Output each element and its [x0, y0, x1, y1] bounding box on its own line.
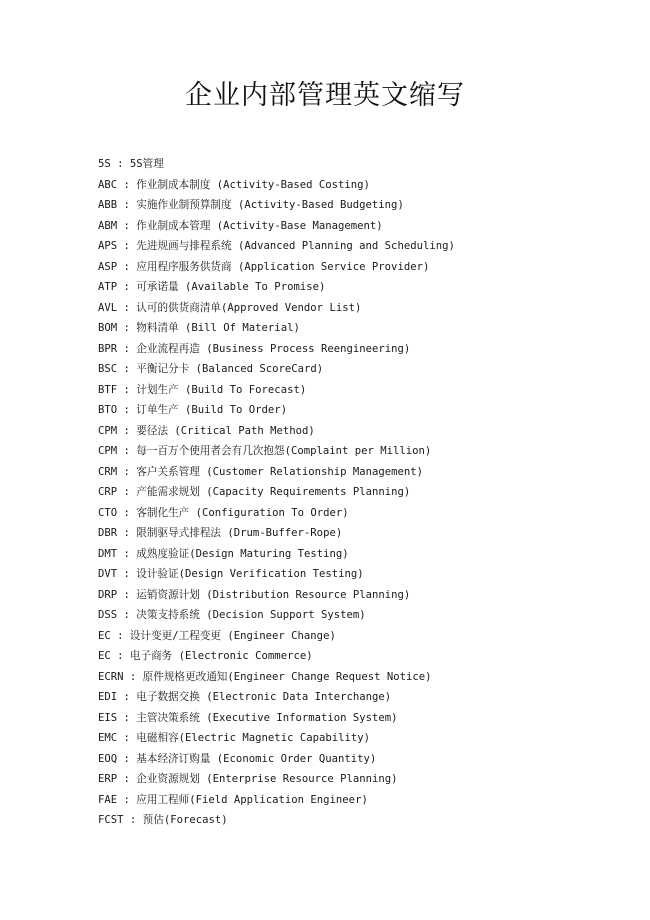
abbreviation-list	[98, 154, 618, 831]
list-item: DMT : 成熟度验证(Design Maturing Testing)	[98, 547, 349, 560]
list-item: APS : 先进规画与排程系统 (Advanced Planning and Scheduling)	[98, 240, 455, 252]
list-item: FCST : 预估(Forecast)	[98, 814, 228, 826]
list-item: ATP : 可承诺量 (Available To Promise)	[98, 281, 326, 293]
list-item: AVL : 认可的供货商清单(Approved Vendor List)	[98, 301, 362, 314]
list-item: DBR : 限制驱导式排程法 (Drum-Buffer-Rope)	[98, 527, 343, 539]
list-item: ECRN : 原件规格更改通知(Engineer Change Request Notice)	[98, 670, 432, 683]
list-item: CRP : 产能需求规划 (Capacity Requirements Planning)	[98, 486, 411, 498]
list-item: BTF : 计划生产 (Build To Forecast)	[98, 383, 307, 396]
list-item: EOQ : 基本经济订购量 (Economic Order Quantity)	[98, 752, 377, 765]
list-item: EC : 电子商务 (Electronic Commerce)	[98, 650, 313, 662]
list-item: ERP : 企业资源规划 (Enterprise Resource Planning)	[98, 773, 398, 785]
list-item: ABM : 作业制成本管理 (Activity-Base Management)	[98, 219, 383, 232]
list-item: CRM : 客户关系管理 (Customer Relationship Management)	[98, 465, 424, 478]
list-item: FAE : 应用工程师(Field Application Engineer)	[98, 793, 368, 806]
list-item: EMC : 电磁相容(Electric Magnetic Capability)	[98, 732, 370, 744]
document-title: 企业内部管理英文缩写	[185, 80, 465, 111]
list-item: ASP : 应用程序服务供货商 (Application Service Provider)	[98, 260, 430, 273]
list-item: BTO : 订单生产 (Build To Order)	[98, 404, 288, 416]
list-item: BPR : 企业流程再造 (Business Process Reengineering)	[98, 342, 411, 355]
list-item: ABB : 实施作业制预算制度 (Activity-Based Budgeting)	[98, 199, 404, 211]
list-item: EC : 设计变更/工程变更 (Engineer Change)	[98, 629, 336, 642]
list-item: EIS : 主管决策系统 (Executive Information System)	[98, 711, 398, 724]
list-item: CPM : 每一百万个使用者会有几次抱怨(Complaint per Million)	[98, 445, 432, 457]
list-item: EDI : 电子数据交换 (Electronic Data Interchange)	[98, 691, 392, 703]
list-item: CPM : 要径法 (Critical Path Method)	[98, 424, 315, 437]
list-item: BOM : 物料清单 (Bill Of Material)	[98, 322, 300, 334]
list-item: CTO : 客制化生产 (Configuration To Order)	[98, 506, 349, 519]
list-item: ABC : 作业制成本制度 (Activity-Based Costing)	[98, 178, 370, 191]
list-item: DSS : 决策支持系统 (Decision Support System)	[98, 609, 366, 621]
list-item: BSC : 平衡记分卡 (Balanced ScoreCard)	[98, 363, 324, 375]
list-item: DRP : 运销资源计划 (Distribution Resource Planning)	[98, 588, 411, 601]
list-item: 5S : 5S管理	[98, 158, 164, 170]
list-item: DVT : 设计验证(Design Verification Testing)	[98, 568, 364, 580]
